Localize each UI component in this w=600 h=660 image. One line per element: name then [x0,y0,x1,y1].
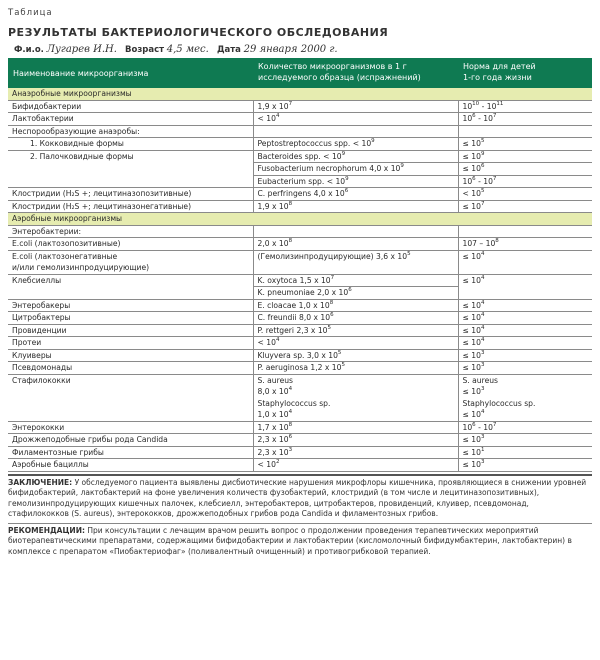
table-row [8,287,592,300]
table-row [8,459,592,472]
age-label: Возраст [125,45,165,55]
row-count: Kluyvera sp. 3,0 x $10^5$ [253,349,458,362]
row-name: Лактобактерии [8,113,253,126]
row-count [253,225,458,238]
table-row [8,250,592,262]
row-name: Провиденции [8,324,253,337]
row-name: Цитробактеры [8,312,253,325]
row-count: K. oxytoca 1,5 x $10^7$ [253,274,458,287]
header-count-line1: Количество микроорганизмов в 1 г [258,62,407,71]
row-count: < $10^2$ [253,459,458,472]
row-norm: ≤ $10^4$ [462,250,485,261]
row-norm: $107 - 10^8$ [458,238,592,251]
conclusion-label: ЗАКЛЮЧЕНИЕ: [8,477,73,487]
row-norm: ≤ $10^4$ [458,324,592,337]
row-name: E.coli (лактозопозитивные) [8,238,253,251]
row-count [253,262,458,274]
row-name: 2. Палочковидные формы [8,150,253,163]
table-row [8,362,592,375]
table-row [8,299,592,312]
row-count: Staphylococcus sp. [253,398,458,410]
table-row [8,409,592,421]
section-anaerobic: Анаэробные микроорганизмы [8,88,592,100]
row-name: Аэробные бациллы [8,459,253,472]
row-norm: ≤ $10^4$ [458,299,592,312]
recommendations-label: РЕКОМЕНДАЦИИ: [8,525,85,535]
table-row [8,312,592,325]
row-norm: ≤ $10^3$ [458,459,592,472]
header-norm-line1: Норма для детей [463,62,536,71]
table-row [8,163,592,176]
table-row [8,188,592,201]
row-count: 2,3 x $10^6$ [253,434,458,447]
date-value: 29 января 2000 г. [243,44,338,55]
section-row [8,213,592,226]
table-row [8,262,592,274]
fio-value: Лугарев И.Н. [46,44,117,55]
row-name: Клостридии (H₂S +; лецитиназопозитивные) [8,188,253,201]
row-norm: ≤ $10^3$ [458,434,592,447]
table-row [8,398,592,410]
fio-label: Ф.и.о. [14,45,44,55]
conclusion-text: У обследуемого пациента выявлены дисбиотические нарушения микрофлоры кишечника, проявляющиеся в снижении уровней бифидобактерий, лактобактерий на фоне увеличения количеств фузобактерий, клостридий (в том числе и лецитиназопозитивных), гемолизинпродуцирующих кишечных палочек, клебсиелл, энтеробактеров, цитробактеров, провиденций, клуивер, псевдомонад, стафилококков (S. aureus), энтерококков, дрожжеподобных грибов рода Candida и филаментозных грибов. [8,477,587,518]
row-name: и/или гемолизинпродуцирующие) [8,262,253,274]
header-count [253,58,458,88]
row-count: 2,0 x $10^8$ [253,238,458,251]
table-row [8,150,592,163]
header-microorganism: Наименование микроорганизма [8,58,253,88]
row-name: Стафилококки [8,374,253,386]
row-name: Энтеробакеры [8,299,253,312]
row-name: Энтеробактерии: [8,225,253,238]
row-count: E. cloacae 1,0 x $10^8$ [253,299,458,312]
row-norm: ≤ $10^4$ [458,409,592,421]
results-table [8,58,592,472]
row-count: C. perfringens 4,0 x $10^6$ [253,188,458,201]
row-count: C. freundii 8,0 x $10^6$ [253,312,458,325]
row-name: Клостридии (H₂S +; лецитиназонегативные) [8,200,253,213]
header-count-line2: исследуемого образца (испражнений) [258,73,421,82]
conclusion [8,476,592,523]
row-norm: S. aureus [462,375,499,385]
row-norm: $10^{10} - 10^{11}$ [458,100,592,113]
table-row [8,349,592,362]
table-row [8,238,592,251]
table-header [8,58,592,88]
row-count: Peptostreptococcus spp. < $10^9$ [253,138,458,151]
row-norm: $10^6 - 10^7$ [458,421,592,434]
row-name: Филаментозные грибы [8,446,253,459]
report-page [8,0,592,560]
row-count: K. pneumoniae 2,0 x $10^6$ [253,287,458,300]
table-row [8,113,592,126]
table-row [8,374,592,386]
row-norm: Staphylococcus sp. [462,398,536,408]
row-norm [458,225,592,238]
row-name: Псевдомонады [8,362,253,375]
row-name: Протеи [8,337,253,350]
row-count: 1,9 x $10^8$ [253,200,458,213]
row-name [8,287,253,300]
table-row [8,274,592,287]
row-norm: $10^6 - 10^7$ [458,113,592,126]
table-row [8,446,592,459]
row-count: < $10^4$ [253,113,458,126]
table-row [8,100,592,113]
row-norm: ≤ $10^1$ [458,446,592,459]
row-count: (Гемолизинпродуцирующие) 3,6 x $10^5$ [253,250,458,262]
row-count: 8,0 x $10^4$ [253,386,458,398]
row-norm: ≤ $10^3$ [458,362,592,375]
table-row [8,225,592,238]
row-norm: ≤ $10^4$ [462,274,485,285]
row-name: Клебсиеллы [8,274,253,287]
row-name: E.coli (лактозонегативные [8,250,253,262]
row-count: Eubacterium spp. < $10^9$ [253,175,458,188]
header-norm-line2: 1-го года жизни [463,73,532,82]
row-norm [458,262,592,274]
table-row [8,421,592,434]
row-norm [458,287,592,300]
caption: Таблица [8,8,53,18]
recommendations-text: При консультации с лечащим врачом решить вопрос о продолжении проведения терапевтических мероприятий биотерапевтическими препаратами, содержащими бифидобактерии и лактобактерии (кисломолочный бифидумбактерин, лактобактерин) в комплексе с препаратом «Пиобактериофаг» (поливалентный очищенный) и противогрибковой терапией. [8,525,572,556]
table-row [8,386,592,398]
table-row [8,434,592,447]
section-aerobic: Аэробные микроорганизмы [8,213,592,226]
row-norm: ≤ $10^4$ [458,312,592,325]
row-name: 1. Кокковидные формы [8,138,253,151]
row-count: S. aureus [253,374,458,386]
row-count [253,125,458,138]
section-row [8,88,592,100]
row-norm: < $10^5$ [458,188,592,201]
page-title: РЕЗУЛЬТАТЫ БАКТЕРИОЛОГИЧЕСКОГО ОБСЛЕДОВАНИЯ [8,26,389,39]
summary-block [8,474,592,561]
row-name: Неспорообразующие анаэробы: [8,125,253,138]
row-norm: ≤ $10^6$ [458,163,592,176]
row-count: Fusobacterium necrophorum 4,0 x $10^9$ [253,163,458,176]
patient-info [8,42,592,58]
row-name: Клуиверы [8,349,253,362]
row-norm: $10^6 - 10^7$ [458,175,592,188]
row-norm [458,125,592,138]
age-value: 4,5 мес. [166,44,209,55]
row-name [8,163,253,176]
row-norm: ≤ $10^5$ [458,138,592,151]
table-row [8,175,592,188]
row-norm: ≤ $10^4$ [458,337,592,350]
row-name: Бифидобактерии [8,100,253,113]
header-norm [458,58,592,88]
table-row [8,125,592,138]
row-name [8,398,253,410]
row-count: 1,9 x $10^7$ [253,100,458,113]
row-name: Дрожжеподобные грибы рода Candida [8,434,253,447]
row-norm: ≤ $10^9$ [458,150,592,163]
row-name [8,386,253,398]
row-norm: ≤ $10^3$ [458,349,592,362]
row-norm: ≤ $10^7$ [458,200,592,213]
row-count: P. rettgeri 2,3 x $10^5$ [253,324,458,337]
row-count: 2,3 x $10^3$ [253,446,458,459]
table-row [8,324,592,337]
row-count: 1,7 x $10^8$ [253,421,458,434]
row-name [8,175,253,188]
date-label: Дата [216,45,241,55]
row-count: Bacteroides spp. < $10^9$ [253,150,458,163]
recommendations [8,524,592,561]
row-count: < $10^4$ [253,337,458,350]
row-name: Энтерококки [8,421,253,434]
row-count: 1,0 x $10^4$ [253,409,458,421]
row-name [8,409,253,421]
row-norm: ≤ $10^3$ [462,386,485,396]
table-row [8,337,592,350]
row-count: P. aeruginosa 1,2 x $10^5$ [253,362,458,375]
table-row [8,200,592,213]
table-row [8,138,592,151]
